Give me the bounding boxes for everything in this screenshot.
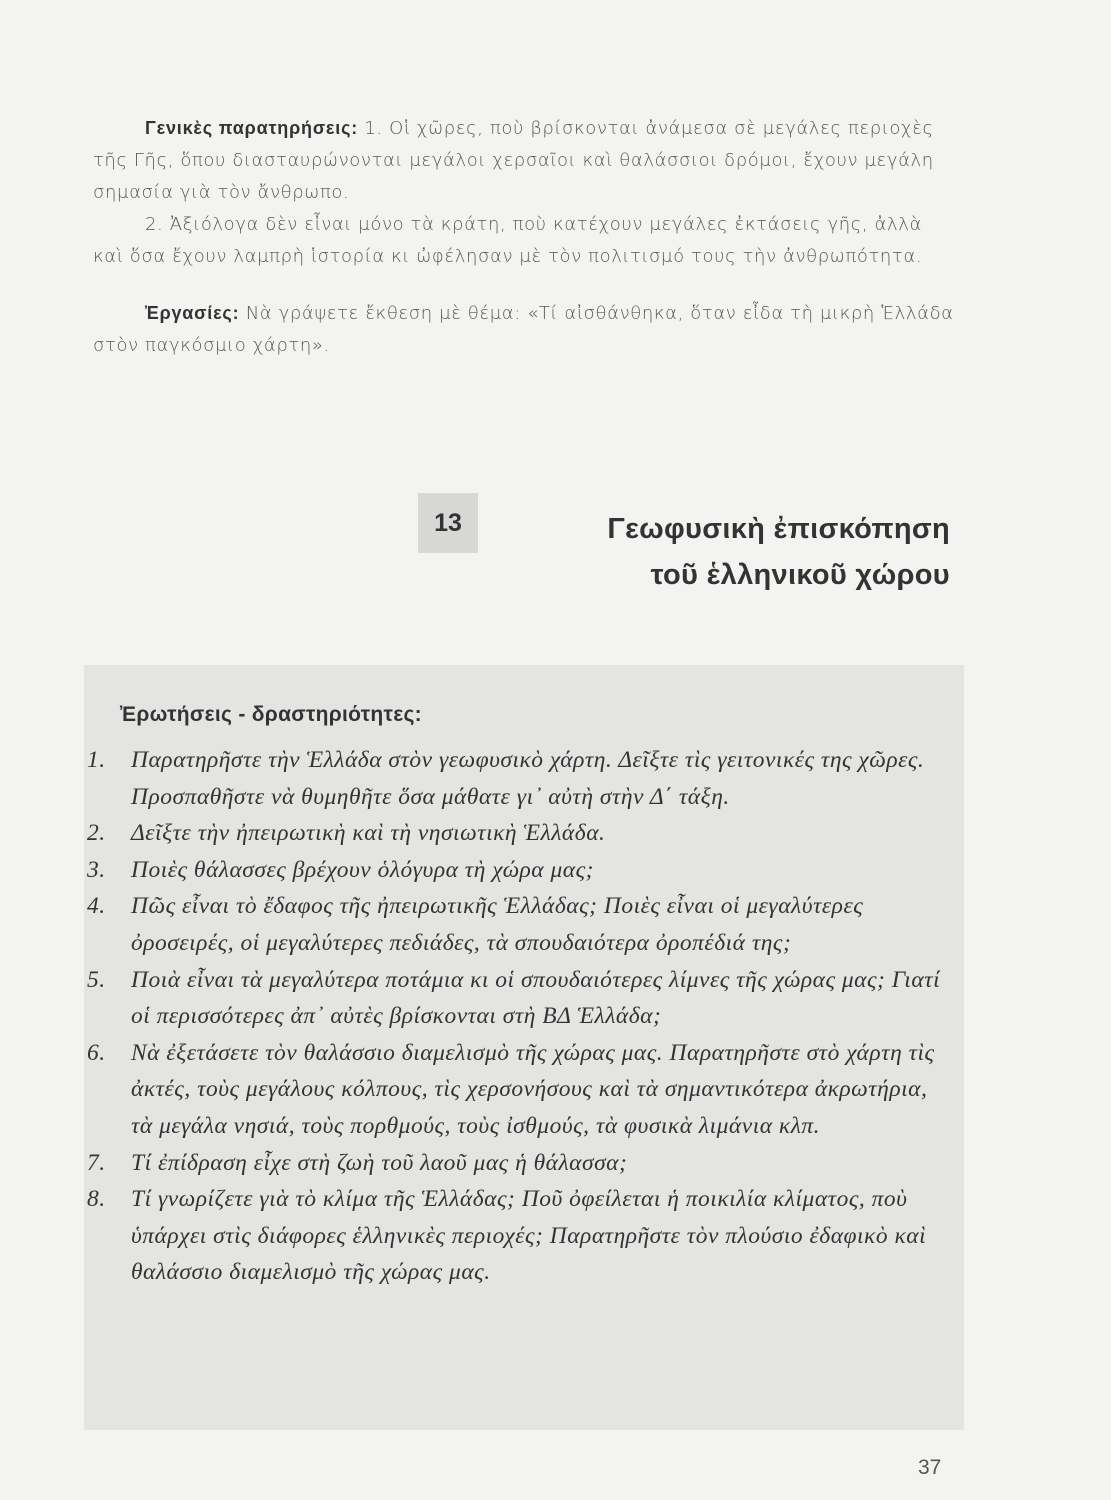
tasks-paragraph bbox=[93, 297, 955, 362]
question-number: 8. bbox=[87, 1186, 106, 1213]
question-item bbox=[87, 1035, 953, 1145]
question-text: Πῶς εἶναι τὸ ἔδαφος τῆς ἠπειρωτικῆς Ἑλλάδας; Ποιὲς εἶναι οἱ μεγαλύτερες ὀροσειρές, οἱ μεγαλύτερες πεδιάδες, τὰ σπουδαιότερα ὀροπέδιά της; bbox=[131, 893, 864, 956]
questions-heading: Ἐρωτήσεις - δραστηριότητες: bbox=[120, 703, 422, 726]
remarks-section bbox=[93, 112, 955, 362]
general-remarks-label: Γενικὲς παρατηρήσεις: bbox=[145, 118, 359, 138]
chapter-title-line-1: Γεωφυσικὴ ἐπισκόπηση bbox=[607, 513, 950, 545]
general-remarks-2 bbox=[93, 209, 955, 273]
question-item bbox=[87, 888, 953, 961]
question-text: Τί γνωρίζετε γιὰ τὸ κλίμα τῆς Ἑλλάδας; Ποῦ ὀφείλεται ἡ ποικιλία κλίματος, ποὺ ὑπάρχει στὶς διάφορες ἑλληνικὲς περιοχές; Παρατηρῆστε τὸν πλούσιο ἐδαφικὸ καὶ θαλάσσιο διαμελισμὸ τῆς χώρας μας. bbox=[131, 1186, 927, 1286]
question-item bbox=[87, 1181, 953, 1291]
question-item bbox=[87, 852, 953, 889]
general-remarks-1 bbox=[93, 112, 955, 209]
question-number: 1. bbox=[87, 747, 106, 773]
questions-list bbox=[87, 742, 953, 1291]
tasks-text: Νὰ γράψετε ἔκθεση μὲ θέμα: «Τί αἰσθάνθηκα, ὅταν εἶδα τὴ μικρὴ Ἑλλάδα στὸν παγκόσμιο χάρτη». bbox=[93, 303, 954, 356]
tasks-label: Ἐργασίες: bbox=[145, 303, 240, 323]
question-item bbox=[87, 815, 953, 852]
question-number: 5. bbox=[87, 966, 106, 993]
general-remarks-text-1: 1. Οἱ χῶρες, ποὺ βρίσκονται ἀνάμεσα σὲ μεγάλες περιοχὲς τῆς Γῆς, ὅπου διασταυρώνονται μεγάλοι χερσαῖοι καὶ θαλάσσιοι δρόμοι, ἔχουν μεγάλη σημασία γιὰ τὸν ἄνθρωπο. bbox=[93, 118, 934, 203]
question-number: 2. bbox=[87, 820, 106, 847]
question-text: Τί ἐπίδραση εἶχε στὴ ζωὴ τοῦ λαοῦ μας ἡ θάλασσα; bbox=[131, 1149, 628, 1176]
question-text: Νὰ ἐξετάσετε τὸν θαλάσσιο διαμελισμὸ τῆς χώρας μας. Παρατηρῆστε στὸ χάρτη τὶς ἀκτές, τοὺς μεγάλους κόλπους, τὶς χερσονήσους καὶ τὰ σημαντικότερα ἀκρωτήρια, τὰ μεγάλα νησιά, τοὺς πορθμούς, τοὺς ἰσθμούς, τὰ φυσικὰ λιμάνια κλπ. bbox=[131, 1039, 935, 1139]
question-item bbox=[87, 1145, 953, 1182]
question-text: Παρατηρῆστε τὴν Ἑλλάδα στὸν γεωφυσικὸ χάρτη. Δεῖξτε τὶς γειτονικές της χῶρες. Προσπαθῆστε νὰ θυμηθῆτε ὅσα μάθατε γι᾽ αὐτὴ στὴν Δ΄ τάξη. bbox=[131, 747, 925, 810]
chapter-title bbox=[540, 506, 950, 598]
question-number: 3. bbox=[87, 856, 106, 883]
general-remarks-text-2: 2. Ἀξιόλογα δὲν εἶναι μόνο τὰ κράτη, ποὺ κατέχουν μεγάλες ἐκτάσεις γῆς, ἀλλὰ καὶ ὅσα ἔχουν λαμπρὴ ἱστορία κι ὠφέλησαν μὲ τὸν πολιτισμό τους τὴν ἀνθρωπότητα. bbox=[93, 214, 923, 267]
question-text: Ποιὲς θάλασσες βρέχουν ὁλόγυρα τὴ χώρα μας; bbox=[131, 856, 594, 883]
question-item bbox=[87, 962, 953, 1035]
page-number: 37 bbox=[918, 1456, 942, 1479]
question-item bbox=[87, 742, 953, 815]
question-number: 4. bbox=[87, 893, 106, 920]
question-number: 7. bbox=[87, 1149, 106, 1176]
question-number: 6. bbox=[87, 1039, 106, 1066]
question-text: Ποιὰ εἶναι τὰ μεγαλύτερα ποτάμια κι οἱ σπουδαιότερες λίμνες τῆς χώρας μας; Γιατί οἱ περισσότερες ἀπ᾽ αὐτὲς βρίσκονται στὴ ΒΔ Ἑλλάδα; bbox=[131, 966, 941, 1030]
chapter-number: 13 bbox=[418, 493, 478, 553]
chapter-title-line-2: τοῦ ἑλληνικοῦ χώρου bbox=[650, 559, 950, 591]
question-text: Δεῖξτε τὴν ἠπειρωτικὴ καὶ τὴ νησιωτικὴ Ἑλλάδα. bbox=[131, 820, 606, 847]
